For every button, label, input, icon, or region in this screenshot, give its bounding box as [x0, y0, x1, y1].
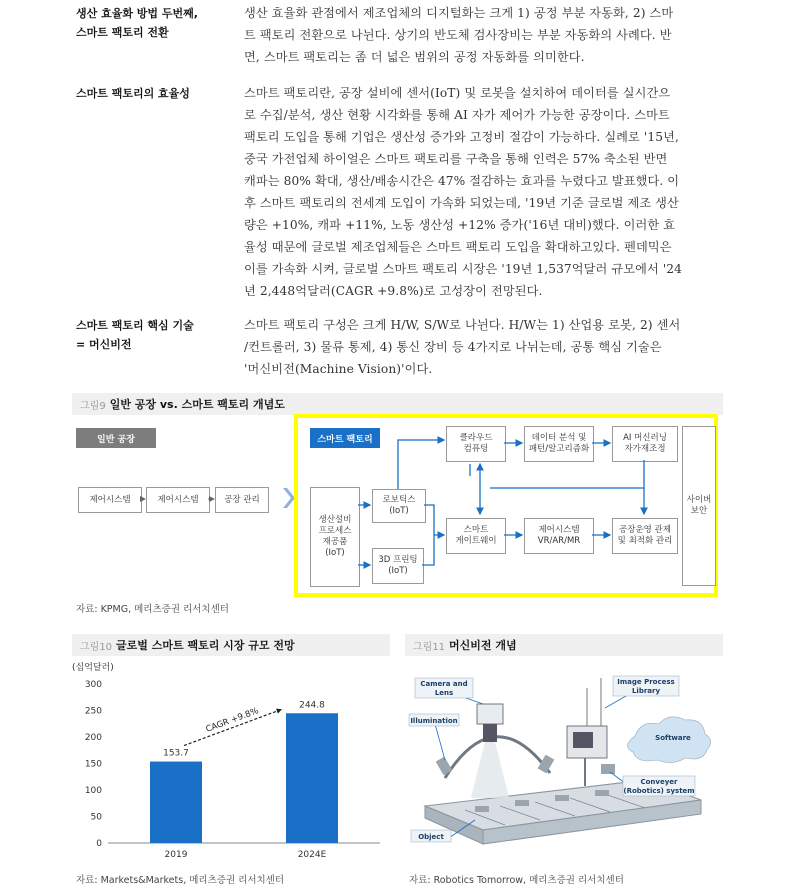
- ai-machine-learning-box: AI 머신러닝 자가재조정: [612, 426, 678, 462]
- fig11-source: 자료: Robotics Tomorrow, 메리츠증권 리서치센터: [409, 875, 624, 886]
- bar-2019: [150, 762, 202, 843]
- y-tick-label: 0: [96, 839, 102, 849]
- cagr-arrow-head: [276, 709, 282, 714]
- general-management-box: 공장 관리: [215, 487, 269, 513]
- section3-label: 스마트 팩토리 핵심 기술 = 머신비전: [76, 319, 194, 351]
- camera-label-line2: Lens: [434, 689, 454, 697]
- machine-vision-illustration: [405, 668, 723, 850]
- smart-gateway-box: 스마트 게이트웨이: [446, 518, 506, 554]
- library-label-line1: Image Process: [617, 678, 675, 686]
- fig9-number: 그림9: [80, 400, 106, 412]
- robotics-box: 로보틱스 (IoT): [372, 489, 426, 523]
- cloud-computing-box: 클라우드 컴퓨팅: [446, 426, 506, 462]
- section1-paragraph: 생산 효율화 관점에서 제조업체의 디지털화는 크게 1) 공정 부분 자동화, 2) 스마 트 팩토리 전환으로 나뉜다. 상기의 반도체 검사장비는 부분 자동화의 사례다. 반 면, 스마트 팩토리는 좀 더 넓은 범위의 공정 자동화를 의미한다.: [244, 6, 674, 64]
- general-control-box-1: 제어시스템: [78, 487, 142, 513]
- conveyer-label-line1: Conveyer: [640, 778, 678, 786]
- equipment-box: 생산설비 프로세스 재공품 (IoT): [310, 487, 360, 587]
- x-tick-label: 2024E: [297, 850, 327, 860]
- y-tick-label: 250: [84, 706, 102, 717]
- cagr-annotation: CAGR +9.8%: [204, 706, 261, 735]
- data-analytics-box: 데이터 분석 및 패턴/알고리즘화: [524, 426, 594, 462]
- bar-2024E: [286, 713, 338, 843]
- y-tick-label: 50: [90, 812, 102, 823]
- smart-factory-tag: 스마트 팩토리: [310, 428, 380, 448]
- bar-value-label: 153.7: [163, 748, 189, 759]
- software-label: Software: [655, 734, 691, 742]
- bar-value-label: 244.8: [299, 700, 325, 711]
- fig10-title: 글로벌 스마트 팩토리 시장 규모 전망: [116, 639, 295, 652]
- chart-y-unit: (십억달러): [72, 663, 114, 673]
- fig9-source: 자료: KPMG, 메리츠증권 리서치센터: [76, 604, 229, 615]
- object-label: Object: [418, 833, 444, 841]
- fig11-title: 머신비전 개념: [449, 639, 517, 652]
- camera-label-line1: Camera and: [420, 680, 468, 688]
- image-process-computer-icon: [567, 678, 615, 786]
- section1-label: 생산 효율화 방법 두번째, 스마트 팩토리 전환: [76, 7, 198, 39]
- y-tick-label: 300: [84, 680, 102, 690]
- general-factory-tag: 일반 공장: [76, 428, 156, 448]
- 3d-printing-box: 3D 프린팅 (IoT): [372, 548, 424, 584]
- section2-label: 스마트 팩토리의 효율성: [76, 87, 190, 100]
- control-system-vr-box: 제어시스템 VR/AR/MR: [524, 518, 594, 554]
- conveyer-label-line2: (Robotics) system: [623, 787, 695, 795]
- general-control-box-2: 제어시스템: [146, 487, 210, 513]
- library-label-line2: Library: [631, 687, 661, 695]
- x-tick-label: 2019: [164, 850, 188, 860]
- factory-ops-box: 공장운영 관제 및 최적화 관리: [612, 518, 678, 554]
- market-size-chart: [72, 660, 390, 870]
- fig10-number: 그림10: [80, 641, 113, 653]
- illumination-label: Illumination: [410, 717, 458, 725]
- section2-paragraph: 스마트 팩토리란, 공장 설비에 센서(IoT) 및 로봇을 설치하여 데이터를 실시간으 로 수집/분석, 생산 현황 시각화를 통해 AI 자가 제어가 가능한 공장이다. 스마트 팩토리 도입을 통해 기업은 생산성 증가와 고정비 절감이 가능하다. 실례로 '15년, 중국 가전업체 하이얼은 스마트 팩토리를 구축을 통해 인력은 57% 축소된 반면 캐파는 80% 확대, 생산/배송시간은 47% 절감하는 효과를 누렸다고 발표했다. 이 후 스마트 팩토리의 전세계 도입이 가속화 되었는데, '19년 기준 글로벌 제조 생산 량은 +10%, 캐파 +11%, 노동 생산성 +12% 증가('16년 대비)했다. 이러한 효 율성 때문에 글로벌 제조업체들은 스마트 팩토리 도입을 확대하고있다. 펜데믹은 이를 가속화 시켜, 글로벌 스마트 팩토리 시장은 '19년 1,537억달러 규모에서 '24 년 2,448억달러(CAGR +9.8%)로 고성장이 전망된다.: [244, 86, 682, 298]
- y-tick-label: 150: [84, 759, 102, 770]
- y-tick-label: 200: [84, 733, 102, 743]
- cyber-security-box: 사이버 보안: [682, 426, 716, 586]
- fig11-number: 그림11: [413, 641, 446, 653]
- fig9-title: 일반 공장 vs. 스마트 팩토리 개념도: [109, 398, 285, 411]
- fig10-source: 자료: Markets&Markets, 메리츠증권 리서치센터: [76, 875, 285, 886]
- fig11-header: [405, 634, 723, 656]
- y-tick-label: 100: [84, 786, 102, 796]
- fig10-header: [72, 634, 390, 656]
- section3-paragraph: 스마트 팩토리 구성은 크게 H/W, S/W로 나뉜다. H/W는 1) 산업용 로봇, 2) 센서 /컨트롤러, 3) 물류 통제, 4) 통신 장비 등 4가지로 나뉘는데, 공통 핵심 기술은 '머신비전(Machine Vision)'이다.: [244, 318, 681, 376]
